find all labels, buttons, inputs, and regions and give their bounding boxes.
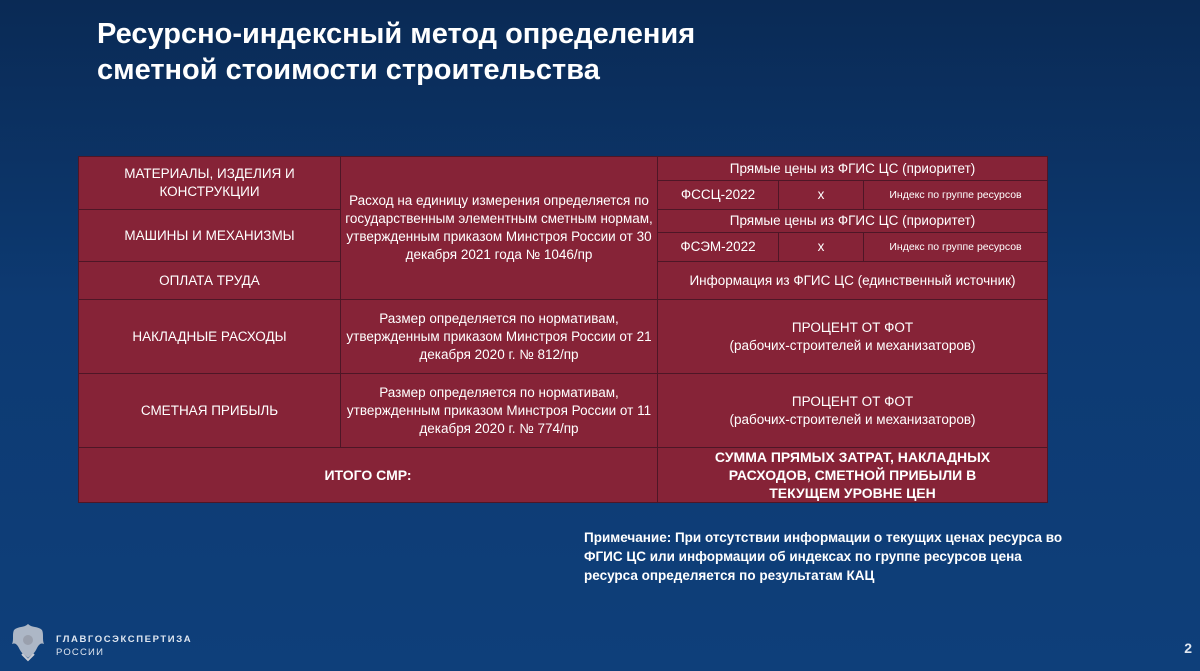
materials-operator: х [779, 181, 864, 210]
profit-value-line-1: ПРОЦЕНТ ОТ ФОТ [791, 393, 914, 409]
slide-title-line-2: сметной стоимости строительства [97, 54, 600, 86]
machines-index: Индекс по группе ресурсов [864, 233, 1048, 262]
machines-operator: х [779, 233, 864, 262]
slide-title-line-1: Ресурсно-индексный метод определения [97, 18, 696, 50]
brand-logo-text [56, 633, 192, 659]
overhead-value-line-1: ПРОЦЕНТ ОТ ФОТ [791, 319, 914, 335]
row-label-materials: МАТЕРИАЛЫ, ИЗДЕЛИЯ И КОНСТРУКЦИИ [79, 157, 341, 210]
overhead-norm: Размер определяется по нормативам, утвержденным приказом Минстроя России от 21 декабря 2020 г. № 812/пр [341, 300, 658, 374]
profit-norm: Размер определяется по нормативам, утвержденным приказом Минстроя России от 11 декабря 2020 г. № 774/пр [341, 374, 658, 448]
total-label: ИТОГО СМР: [79, 448, 658, 503]
slide-title [97, 16, 897, 88]
row-label-profit: СМЕТНАЯ ПРИБЫЛЬ [79, 374, 341, 448]
row-label-overhead: НАКЛАДНЫЕ РАСХОДЫ [79, 300, 341, 374]
materials-code: ФССЦ-2022 [658, 181, 779, 210]
table-row [79, 374, 1048, 448]
page-number: 2 [1184, 640, 1192, 656]
profit-value [658, 374, 1048, 448]
machines-code: ФСЭМ-2022 [658, 233, 779, 262]
overhead-value-line-2: (рабочих-строителей и механизаторов) [729, 337, 976, 353]
profit-value-line-2: (рабочих-строителей и механизаторов) [729, 411, 976, 427]
table-row [79, 448, 1048, 503]
overhead-value [658, 300, 1048, 374]
machines-price-source: Прямые цены из ФГИС ЦС (приоритет) [658, 210, 1048, 233]
table-row [79, 157, 1048, 181]
labor-source: Информация из ФГИС ЦС (единственный источник) [658, 262, 1048, 300]
brand-name: ГЛАВГОСЭКСПЕРТИЗА [56, 634, 193, 645]
row-label-labor: ОПЛАТА ТРУДА [79, 262, 341, 300]
brand-subtitle: РОССИИ [56, 647, 105, 658]
norms-description: Расход на единицу измерения определяется по государственным элементным сметным нормам, утвержденным приказом Минстроя России от 30 декабря 2021 года № 1046/пр [341, 157, 658, 300]
row-label-machines: МАШИНЫ И МЕХАНИЗМЫ [79, 210, 341, 262]
footnote: Примечание: При отсутствии информации о текущих ценах ресурса во ФГИС ЦС или информации об индексах по группе ресурсов цена ресурса определяется по результатам КАЦ [584, 530, 1063, 583]
eagle-emblem-icon [8, 620, 48, 662]
cost-method-table [78, 156, 1048, 503]
table-row [79, 300, 1048, 374]
total-value: СУММА ПРЯМЫХ ЗАТРАТ, НАКЛАДНЫХ РАСХОДОВ, СМЕТНОЙ ПРИБЫЛИ В ТЕКУЩЕМ УРОВНЕ ЦЕН [658, 448, 1048, 503]
materials-price-source: Прямые цены из ФГИС ЦС (приоритет) [658, 157, 1048, 181]
materials-index: Индекс по группе ресурсов [864, 181, 1048, 210]
